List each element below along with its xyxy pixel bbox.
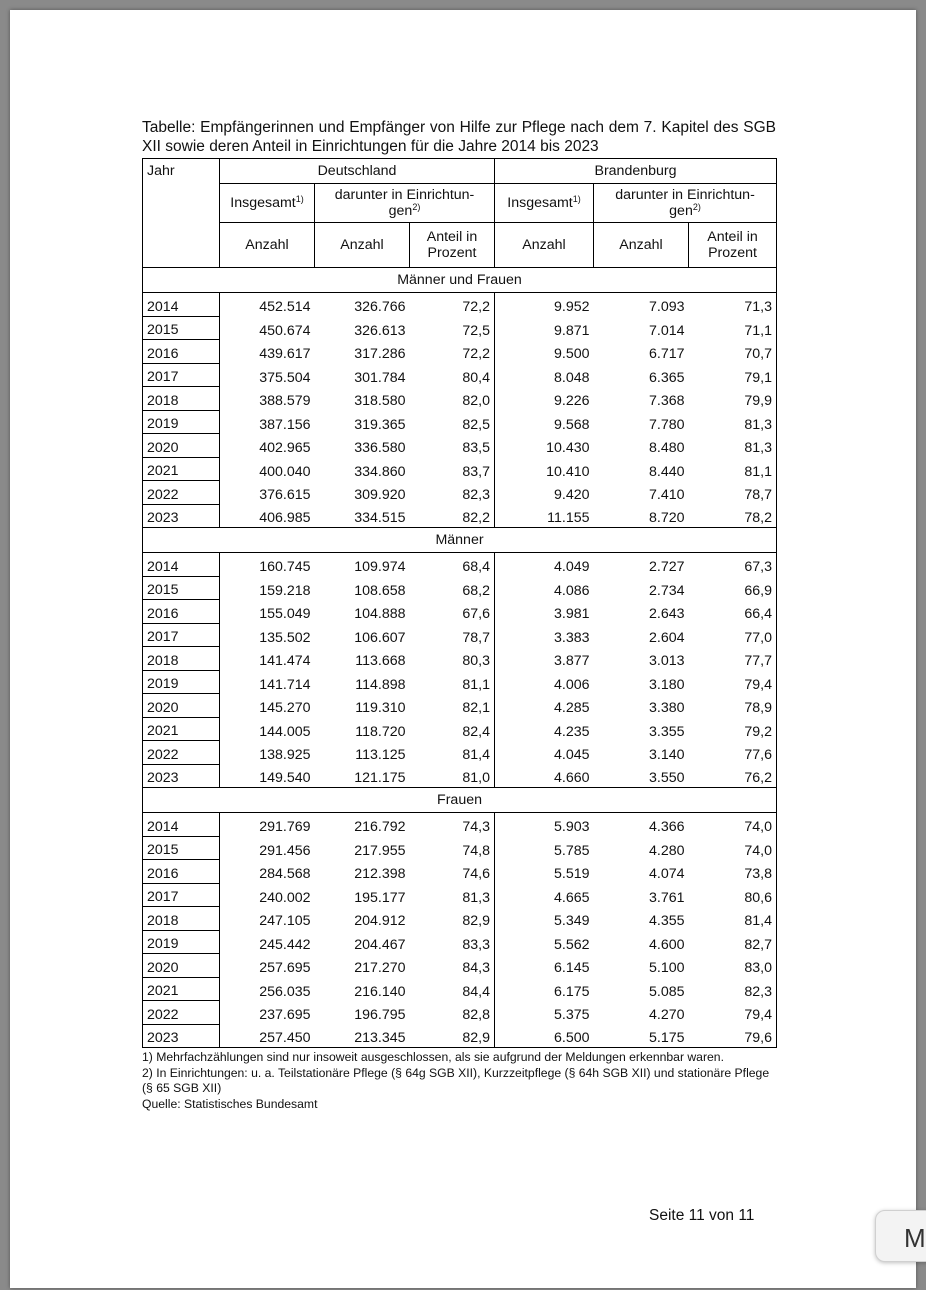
year-cell: 2023 [143, 764, 220, 788]
value-cell: 76,2 [689, 764, 777, 788]
value-cell: 11.155 [495, 504, 594, 528]
value-cell: 7.410 [648, 487, 685, 503]
value-cell: 109.974 [354, 559, 406, 575]
year-cell: 2017 [143, 363, 220, 387]
value-cell: 81,4 [410, 741, 495, 765]
value-cell: 9.952 [553, 299, 590, 315]
value-cell: 82,3 [689, 977, 777, 1001]
value-cell: 4.045 [553, 747, 590, 763]
value-cell: 7.780 [648, 416, 685, 433]
table-row [143, 576, 777, 600]
value-cell: 66,4 [689, 600, 777, 624]
table-row [143, 860, 777, 884]
header-anzahl: Anzahl [495, 223, 594, 268]
value-cell: 79,4 [689, 670, 777, 694]
value-cell: 67,6 [410, 600, 495, 624]
value-cell: 81,0 [410, 764, 495, 788]
year-cell: 2019 [143, 930, 220, 954]
value-cell: 3.140 [648, 747, 685, 763]
value-cell: 80,6 [689, 883, 777, 907]
table-caption: Tabelle: Empfängerinnen und Empfänger von Hilfe zur Pflege nach dem 7. Kapitel des SGB XII sowie deren Anteil in Einrichtungen für die Jahre 2014 bis 2023 [142, 119, 776, 155]
value-cell: 68,2 [410, 576, 495, 600]
value-cell: 334.515 [315, 504, 410, 528]
value-cell: 336.580 [354, 440, 406, 456]
year-cell: 2018 [143, 387, 220, 411]
value-cell: 155.049 [259, 606, 311, 622]
page-number: Seite 11 von 11 [649, 1207, 755, 1224]
document-content [142, 118, 776, 1112]
value-cell: 71,3 [689, 293, 777, 317]
value-cell: 450.674 [259, 322, 311, 339]
value-cell: 83,0 [689, 954, 777, 978]
year-cell: 2022 [143, 1001, 220, 1025]
value-cell: 72,2 [410, 340, 495, 364]
value-cell: 5.562 [553, 936, 590, 953]
value-cell: 8.440 [648, 463, 685, 480]
value-cell: 4.665 [553, 889, 590, 906]
value-cell: 7.368 [648, 393, 685, 409]
value-cell: 78,7 [689, 481, 777, 505]
value-cell: 217.270 [354, 960, 406, 976]
value-cell: 82,4 [410, 717, 495, 741]
value-cell: 4.355 [648, 913, 685, 929]
value-cell: 6.500 [495, 1024, 594, 1048]
value-cell: 10.430 [546, 440, 590, 456]
table-row [143, 741, 777, 765]
value-cell: 3.380 [648, 700, 685, 716]
value-cell: 3.355 [648, 723, 685, 740]
header-anzahl: Anzahl [594, 223, 689, 268]
value-cell: 82,1 [410, 694, 495, 718]
table-row [143, 836, 777, 860]
value-cell: 7.093 [648, 299, 685, 315]
footnotes [142, 1050, 776, 1112]
value-cell: 81,3 [410, 883, 495, 907]
value-cell: 213.345 [315, 1024, 410, 1048]
value-cell: 79,1 [689, 363, 777, 387]
value-cell: 3.013 [648, 653, 685, 669]
value-cell: 135.502 [259, 629, 311, 646]
value-cell: 5.085 [648, 983, 685, 1000]
value-cell: 79,4 [689, 1001, 777, 1025]
value-cell: 82,0 [410, 387, 495, 411]
value-cell: 5.175 [594, 1024, 689, 1048]
value-cell: 5.519 [553, 866, 590, 882]
value-cell: 3.180 [648, 676, 685, 693]
table-row [143, 1024, 777, 1048]
value-cell: 74,0 [689, 836, 777, 860]
value-cell: 84,3 [410, 954, 495, 978]
value-cell: 6.175 [553, 983, 590, 1000]
value-cell: 247.105 [259, 913, 311, 929]
year-cell: 2020 [143, 954, 220, 978]
value-cell: 6.717 [648, 346, 685, 362]
year-cell: 2021 [143, 977, 220, 1001]
value-cell: 217.955 [354, 842, 406, 859]
table-row [143, 907, 777, 931]
table-row [143, 954, 777, 978]
value-cell: 70,7 [689, 340, 777, 364]
table-row [143, 504, 777, 528]
header-darunter-de: darunter in Einrichtun- gen$^{2)}$ [315, 184, 495, 223]
value-cell: 291.769 [259, 819, 311, 835]
value-cell: 74,0 [689, 813, 777, 837]
value-cell: 160.745 [259, 559, 311, 575]
table-row [143, 293, 777, 317]
value-cell: 82,9 [410, 907, 495, 931]
value-cell: 319.365 [354, 416, 406, 433]
value-cell: 67,3 [689, 553, 777, 577]
value-cell: 82,7 [689, 930, 777, 954]
value-cell: 119.310 [355, 700, 406, 716]
value-cell: 77,0 [689, 623, 777, 647]
year-cell: 2022 [143, 481, 220, 505]
value-cell: 3.877 [553, 653, 590, 669]
table-row [143, 316, 777, 340]
year-cell: 2016 [143, 600, 220, 624]
value-cell: 72,2 [410, 293, 495, 317]
section-header-row [143, 268, 777, 293]
value-cell: 406.985 [220, 504, 315, 528]
document-page [10, 10, 916, 1288]
value-cell: 80,4 [410, 363, 495, 387]
table-row [143, 813, 777, 837]
value-cell: 81,3 [689, 434, 777, 458]
header-anzahl: Anzahl [315, 223, 410, 268]
table-row [143, 883, 777, 907]
value-cell: 81,4 [689, 907, 777, 931]
value-cell: 77,6 [689, 741, 777, 765]
value-cell: 326.766 [354, 299, 406, 315]
table-row [143, 434, 777, 458]
value-cell: 81,1 [689, 457, 777, 481]
value-cell: 387.156 [259, 416, 311, 433]
value-cell: 83,7 [410, 457, 495, 481]
value-cell: 145.270 [259, 700, 311, 716]
year-cell: 2014 [143, 813, 220, 837]
table-row [143, 363, 777, 387]
value-cell: 121.175 [315, 764, 410, 788]
year-cell: 2020 [143, 694, 220, 718]
value-cell: 5.375 [553, 1007, 590, 1023]
value-cell: 204.912 [354, 913, 406, 929]
year-cell: 2017 [143, 623, 220, 647]
value-cell: 71,1 [689, 316, 777, 340]
value-cell: 79,2 [689, 717, 777, 741]
value-cell: 81,3 [689, 410, 777, 434]
value-cell: 118.720 [355, 723, 406, 740]
value-cell: 79,6 [689, 1024, 777, 1048]
table-row [143, 1001, 777, 1025]
value-cell: 78,7 [410, 623, 495, 647]
value-cell: 2.643 [648, 606, 685, 622]
value-cell: 77,7 [689, 647, 777, 671]
header-insgesamt-de: Insgesamt$^{1)}$ [220, 184, 315, 223]
value-cell: 141.714 [259, 676, 311, 693]
value-cell: 4.270 [648, 1007, 685, 1023]
table-row [143, 553, 777, 577]
value-cell: 301.784 [354, 369, 406, 386]
table-row [143, 694, 777, 718]
value-cell: 108.658 [354, 582, 406, 599]
value-cell: 318.580 [354, 393, 406, 409]
value-cell: 237.695 [259, 1007, 311, 1023]
value-cell: 159.218 [259, 582, 311, 599]
table-body [143, 268, 777, 1048]
value-cell: 83,5 [410, 434, 495, 458]
value-cell: 80,3 [410, 647, 495, 671]
year-cell: 2014 [143, 293, 220, 317]
value-cell: 79,9 [689, 387, 777, 411]
value-cell: 400.040 [259, 463, 311, 480]
value-cell: 138.925 [259, 747, 311, 763]
value-cell: 9.871 [553, 322, 590, 339]
table-row [143, 410, 777, 434]
value-cell: 8.480 [648, 440, 685, 456]
footnote-1: 1) Mehrfachzählungen sind nur insoweit ausgeschlossen, als sie aufgrund der Meldungen erkennbar waren. [142, 1050, 724, 1064]
year-cell: 2016 [143, 340, 220, 364]
value-cell: 7.014 [648, 322, 685, 339]
value-cell: 9.226 [553, 393, 590, 409]
table-row [143, 764, 777, 788]
value-cell: 376.615 [259, 487, 311, 503]
value-cell: 439.617 [259, 346, 311, 362]
value-cell: 256.035 [259, 983, 311, 1000]
table-row [143, 600, 777, 624]
value-cell: 78,9 [689, 694, 777, 718]
header-darunter-bb: darunter in Einrichtun- gen$^{2)}$ [594, 184, 777, 223]
footnote-2: 2) In Einrichtungen: u. a. Teilstationäre Pflege (§ 64g SGB XII), Kurzzeitpflege (§ 64h SGB XII) und stationäre Pflege (§ 65 SGB XII) [142, 1065, 770, 1095]
year-cell: 2018 [143, 647, 220, 671]
year-cell: 2016 [143, 860, 220, 884]
value-cell: 2.734 [648, 582, 685, 599]
value-cell: 82,9 [410, 1024, 495, 1048]
value-cell: 5.349 [553, 913, 590, 929]
year-cell: 2022 [143, 741, 220, 765]
table-row [143, 670, 777, 694]
value-cell: 309.920 [354, 487, 406, 503]
year-cell: 2018 [143, 907, 220, 931]
value-cell: 74,3 [410, 813, 495, 837]
value-cell: 4.600 [648, 936, 685, 953]
value-cell: 106.607 [354, 629, 406, 646]
value-cell: 144.005 [259, 723, 311, 740]
value-cell: 216.792 [354, 819, 406, 835]
value-cell: 8.720 [594, 504, 689, 528]
table-row [143, 717, 777, 741]
value-cell: 81,1 [410, 670, 495, 694]
value-cell: 388.579 [259, 393, 311, 409]
value-cell: 2.604 [648, 629, 685, 646]
section-header-row [143, 528, 777, 553]
table-row [143, 457, 777, 481]
header-anzahl: Anzahl [220, 223, 315, 268]
section-title: Frauen [143, 788, 777, 813]
value-cell: 4.660 [495, 764, 594, 788]
value-cell: 5.903 [553, 819, 590, 835]
header-insgesamt-bb: Insgesamt$^{1)}$ [495, 184, 594, 223]
value-cell: 4.086 [553, 582, 590, 599]
value-cell: 3.550 [594, 764, 689, 788]
value-cell: 83,3 [410, 930, 495, 954]
table-row [143, 623, 777, 647]
year-cell: 2019 [143, 410, 220, 434]
value-cell: 73,8 [689, 860, 777, 884]
value-cell: 10.410 [546, 463, 590, 480]
value-cell: 66,9 [689, 576, 777, 600]
value-cell: 334.860 [354, 463, 406, 480]
year-cell: 2023 [143, 1024, 220, 1048]
value-cell: 326.613 [354, 322, 406, 339]
value-cell: 4.285 [553, 700, 590, 716]
value-cell: 4.366 [648, 819, 685, 835]
value-cell: 4.280 [648, 842, 685, 859]
value-cell: 216.140 [354, 983, 406, 1000]
year-cell: 2019 [143, 670, 220, 694]
value-cell: 74,6 [410, 860, 495, 884]
value-cell: 104.888 [354, 606, 406, 622]
value-cell: 9.420 [553, 487, 590, 503]
section-title: Männer [143, 528, 777, 553]
value-cell: 2.727 [648, 559, 685, 575]
value-cell: 113.125 [355, 747, 406, 763]
value-cell: 78,2 [689, 504, 777, 528]
year-cell: 2017 [143, 883, 220, 907]
value-cell: 212.398 [354, 866, 406, 882]
year-cell: 2015 [143, 316, 220, 340]
value-cell: 196.795 [354, 1007, 406, 1023]
value-cell: 6.145 [553, 960, 590, 976]
value-cell: 245.442 [259, 936, 311, 953]
section-title: Männer und Frauen [143, 268, 777, 293]
value-cell: 82,8 [410, 1001, 495, 1025]
value-cell: 68,4 [410, 553, 495, 577]
year-cell: 2015 [143, 836, 220, 860]
value-cell: 9.500 [553, 346, 590, 362]
value-cell: 3.981 [553, 606, 590, 622]
year-cell: 2014 [143, 553, 220, 577]
value-cell: 113.668 [355, 653, 406, 669]
header-anteil-prozent: Anteil in Prozent [689, 223, 777, 268]
value-cell: 6.365 [648, 369, 685, 386]
year-cell: 2021 [143, 717, 220, 741]
value-cell: 204.467 [354, 936, 406, 953]
value-cell: 4.006 [553, 676, 590, 693]
source-note: Quelle: Statistisches Bundesamt [142, 1096, 318, 1111]
value-cell: 5.785 [553, 842, 590, 859]
year-cell: 2021 [143, 457, 220, 481]
value-cell: 82,3 [410, 481, 495, 505]
value-cell: 452.514 [259, 299, 311, 315]
value-cell: 72,5 [410, 316, 495, 340]
corner-floating-button[interactable]: M [875, 1210, 926, 1262]
value-cell: 257.450 [220, 1024, 315, 1048]
year-cell: 2020 [143, 434, 220, 458]
table-row [143, 340, 777, 364]
value-cell: 257.695 [259, 960, 311, 976]
year-cell: 2015 [143, 576, 220, 600]
year-cell: 2023 [143, 504, 220, 528]
section-header-row [143, 788, 777, 813]
value-cell: 3.383 [553, 629, 590, 646]
value-cell: 9.568 [553, 416, 590, 433]
value-cell: 402.965 [259, 440, 311, 456]
value-cell: 284.568 [259, 866, 311, 882]
table-row [143, 930, 777, 954]
value-cell: 74,8 [410, 836, 495, 860]
value-cell: 114.898 [355, 676, 406, 693]
value-cell: 149.540 [220, 764, 315, 788]
data-table [142, 158, 777, 1048]
header-anteil-prozent: Anteil in Prozent [410, 223, 495, 268]
value-cell: 375.504 [259, 369, 311, 386]
header-region-brandenburg: Brandenburg [495, 159, 777, 184]
value-cell: 82,5 [410, 410, 495, 434]
value-cell: 8.048 [553, 369, 590, 386]
value-cell: 195.177 [354, 889, 406, 906]
value-cell: 84,4 [410, 977, 495, 1001]
value-cell: 141.474 [259, 653, 311, 669]
value-cell: 3.761 [648, 889, 685, 906]
table-row [143, 387, 777, 411]
table-row [143, 647, 777, 671]
value-cell: 4.049 [553, 559, 590, 575]
value-cell: 5.100 [648, 960, 685, 976]
value-cell: 4.074 [648, 866, 685, 882]
value-cell: 4.235 [553, 723, 590, 740]
value-cell: 82,2 [410, 504, 495, 528]
table-row [143, 481, 777, 505]
value-cell: 240.002 [259, 889, 311, 906]
value-cell: 317.286 [354, 346, 406, 362]
value-cell: 291.456 [259, 842, 311, 859]
table-row [143, 977, 777, 1001]
header-region-deutschland: Deutschland [220, 159, 495, 184]
header-jahr: Jahr [143, 159, 220, 268]
